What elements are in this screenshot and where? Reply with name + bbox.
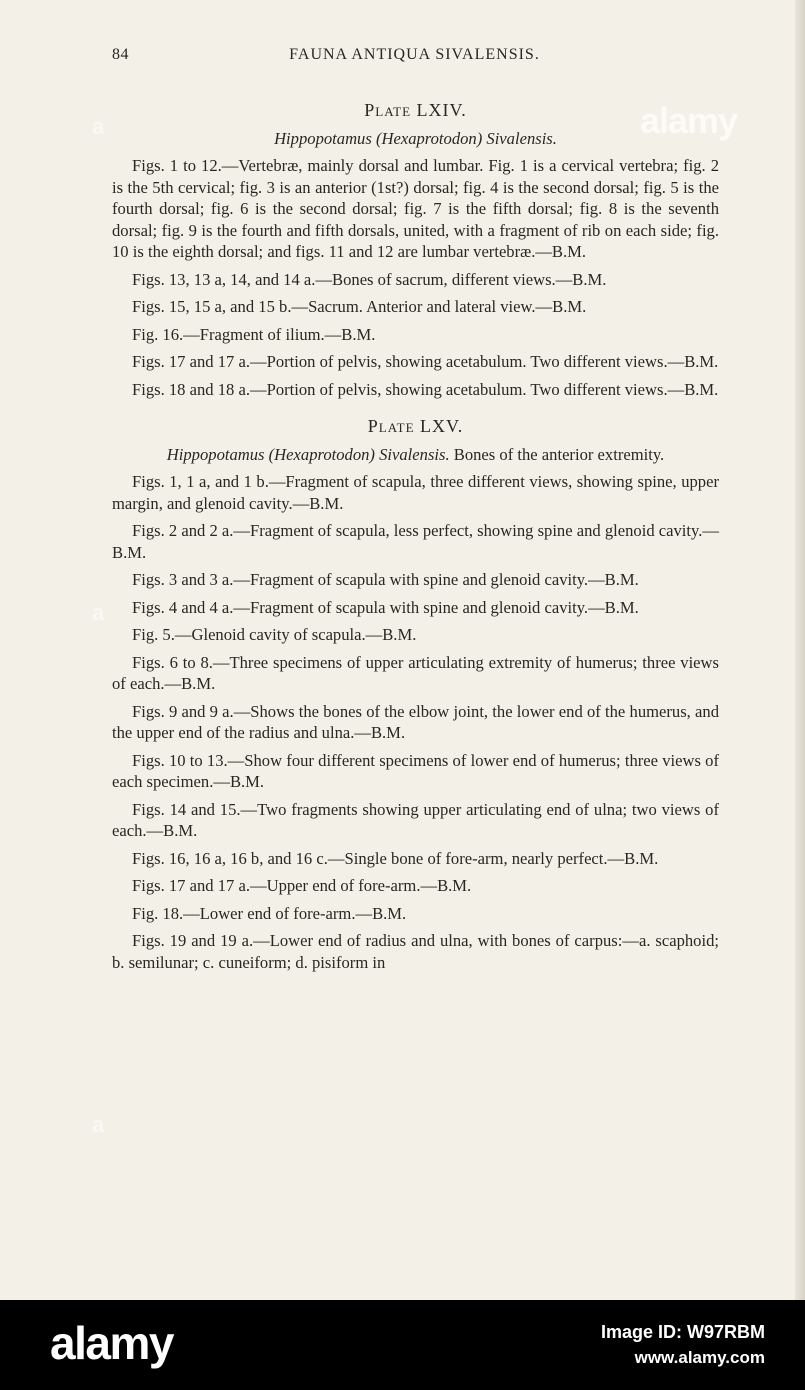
watermark-letter: a [92, 600, 105, 625]
image-id-label: Image ID: W97RBM [600, 1322, 765, 1342]
plate-65-entry: Figs. 6 to 8.—Three specimens of upper articulating extremity of humerus; three views of each.—B.M. [112, 652, 719, 693]
plate-65-entry: Fig. 5.—Glenoid cavity of scapula.—B.M. [132, 625, 417, 644]
plate-65-entry: Figs. 4 and 4 a.—Fragment of scapula with spine and glenoid cavity.—B.M. [132, 597, 639, 617]
plate-65-entry: Figs. 17 and 17 a.—Upper end of fore-arm.—B.M. [132, 876, 472, 895]
plate-64-entry: Figs. 15, 15 a, and 15 b.—Sacrum. Anterior and lateral view.—B.M. [132, 297, 587, 316]
plate-65-entry: Figs. 3 and 3 a.—Fragment of scapula with spine and glenoid cavity.—B.M. [132, 570, 639, 589]
plate-65-entry: Figs. 1, 1 a, and 1 b.—Fragment of scapula, three different views, showing spine, upper margin, and glenoid cavity.—B.M. [112, 472, 719, 513]
plate-64-entry: Figs. 1 to 12.—Vertebræ, mainly dorsal and lumbar. Fig. 1 is a cervical vertebra; fig. 2 is the 5th cervical; fig. 3 is an anterior (1st?) dorsal; fig. 4 is the second dorsal; fig. 5 is the fourth dorsal; fig. 6 is the second dorsal; fig. 7 is the fifth dorsal; fig. 8 is the seventh dorsal; fig. 9 is the fourth and fifth dorsals, united, with a fragment of rib on each side; fig. 10 is the eighth dorsal; and figs. 11 and 12 are lumbar vertebræ.—B.M. [112, 156, 719, 261]
plate-64-entry: Fig. 16.—Fragment of ilium.—B.M. [132, 324, 376, 344]
plate-65-entry: Figs. 14 and 15.—Two fragments showing upper articulating end of ulna; two views of each.—B.M. [112, 799, 719, 840]
plate-65-entry: Fig. 18.—Lower end of fore-arm.—B.M. [132, 903, 407, 923]
stock-footer-bar [0, 1300, 805, 1390]
page-edge [795, 0, 805, 1300]
running-title: FAUNA ANTIQUA SIVALENSIS. [289, 46, 540, 63]
plate-65-entry: Figs. 16, 16 a, 16 b, and 16 c.—Single bone of fore-arm, nearly perfect.—B.M. [132, 848, 659, 868]
watermark-letter: a [92, 1112, 105, 1137]
plate-65-subtitle-italic: Hippopotamus (Hexaprotodon) Sivalensis. [166, 444, 450, 464]
plate-64-entry: Figs. 13, 13 a, 14, and 14 a.—Bones of sacrum, different views.—B.M. [132, 269, 607, 289]
plate-64-subtitle: Hippopotamus (Hexaprotodon) Sivalensis. [274, 128, 557, 148]
plate-65-subtitle-rest: Bones of the anterior extremity. [449, 444, 665, 464]
page-content [112, 100, 719, 979]
watermark-logo: alamy [640, 100, 738, 141]
running-header [112, 46, 717, 70]
plate-64-entry: Figs. 18 and 18 a.—Portion of pelvis, showing acetabulum. Two different views.—B.M. [132, 379, 719, 399]
plate-65-entry: Figs. 2 and 2 a.—Fragment of scapula, less perfect, showing spine and glenoid cavity.—B.M. [112, 521, 719, 562]
plate-65-entry: Figs. 10 to 13.—Show four different specimens of lower end of humerus; three views of each specimen.—B.M. [112, 750, 719, 791]
plate-65-subtitle [112, 444, 719, 466]
alamy-logo: alamy [50, 1317, 173, 1369]
plate-65-title: Plate LXV. [367, 416, 464, 436]
site-url: www.alamy.com [634, 1348, 765, 1367]
plate-64-title: Plate LXIV. [364, 100, 467, 120]
page-number: 84 [112, 46, 129, 63]
plate-64-entry: Figs. 17 and 17 a.—Portion of pelvis, showing acetabulum. Two different views.—B.M. [132, 352, 719, 371]
watermark-letter: a [92, 114, 105, 139]
plate-65-entry: Figs. 9 and 9 a.—Shows the bones of the elbow joint, the lower end of the humerus, and the upper end of the radius and ulna.—B.M. [112, 701, 719, 742]
plate-65-entry: Figs. 19 and 19 a.—Lower end of radius and ulna, with bones of carpus:—a. scaphoid; b. semilunar; c. cuneiform; d. pisiform in [112, 931, 719, 972]
